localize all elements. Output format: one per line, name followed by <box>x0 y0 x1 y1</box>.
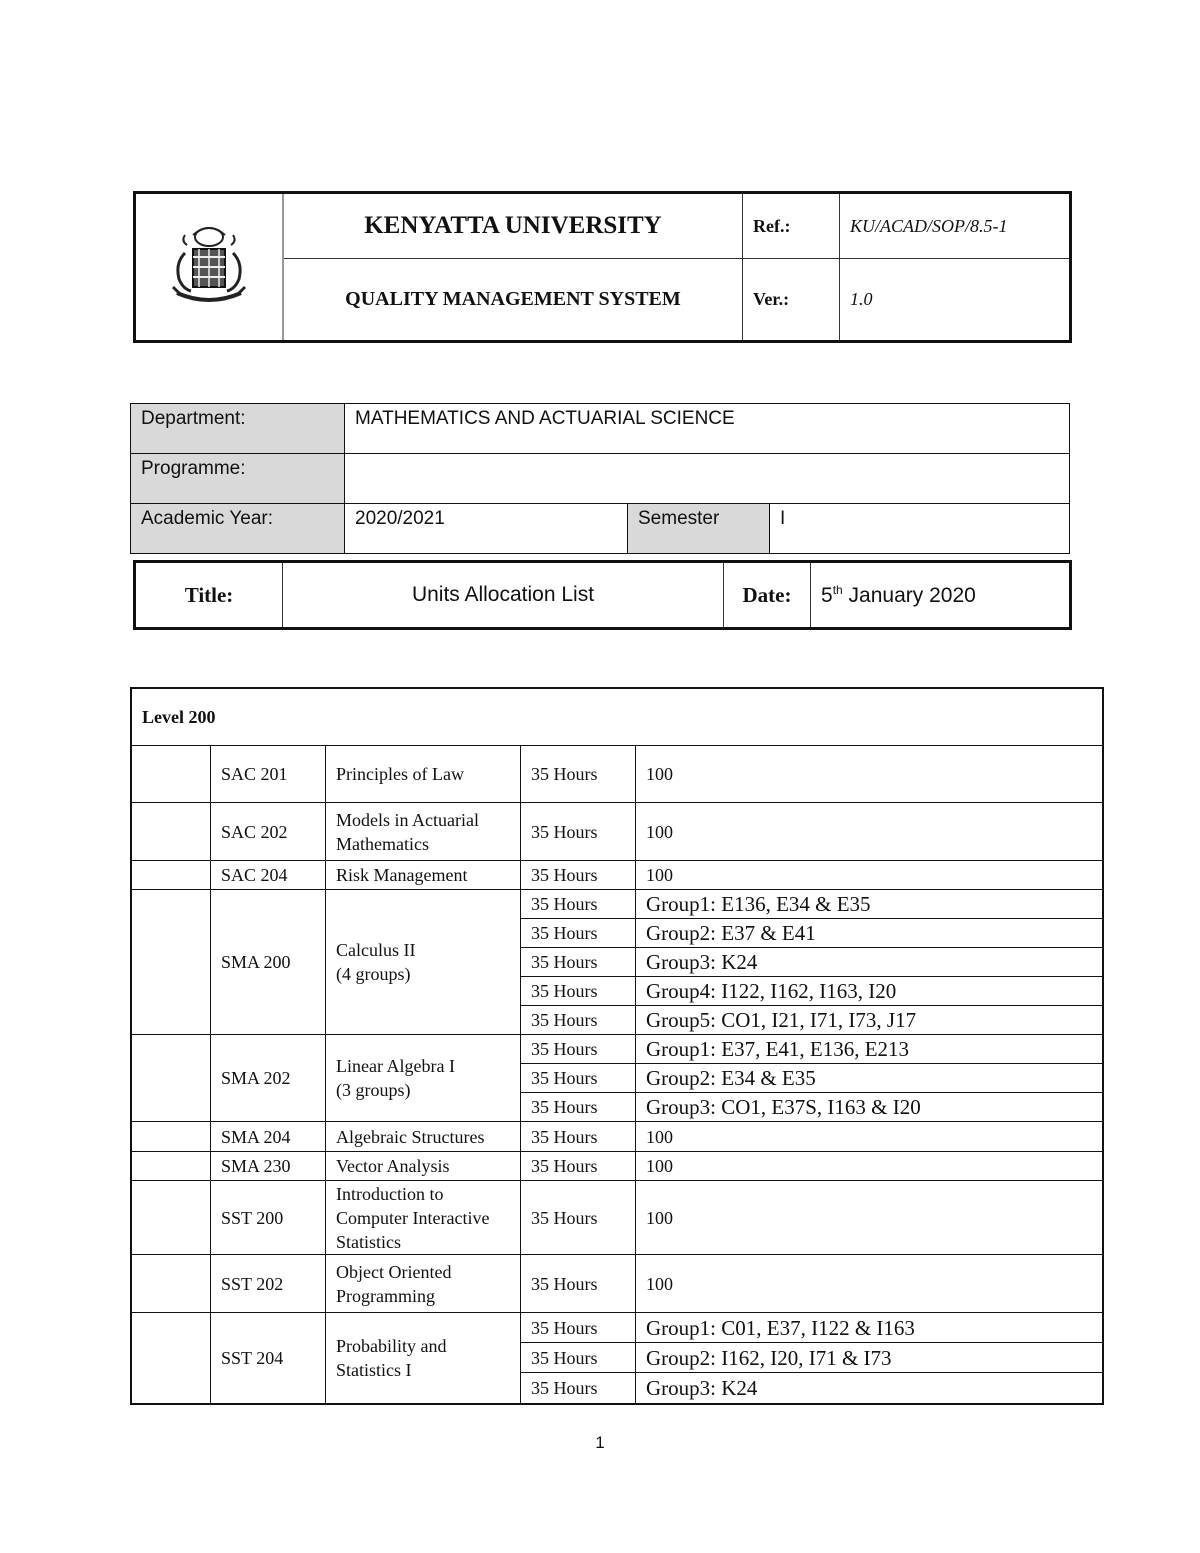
table-row <box>131 1035 1103 1064</box>
unit-code: SST 202 <box>211 1255 326 1313</box>
semester-value: I <box>770 504 1070 554</box>
unit-hours: 35 Hours <box>521 746 636 803</box>
ref-value: KU/ACAD/SOP/8.5-1 <box>839 193 1070 259</box>
ref-label: Ref.: <box>742 193 839 259</box>
level-heading: Level 200 <box>131 688 1103 746</box>
page-number: 1 <box>595 1433 605 1452</box>
unit-allocation: 100 <box>636 1255 1104 1313</box>
unit-hours: 35 Hours <box>521 948 636 977</box>
unit-name: Models in Actuarial Mathematics <box>326 803 521 861</box>
table-row <box>131 1122 1103 1152</box>
unit-allocation: 100 <box>636 861 1104 890</box>
programme-value <box>345 454 1070 504</box>
group-allocation: Group3: CO1, E37S, I163 & I20 <box>636 1093 1104 1122</box>
table-row <box>131 1255 1103 1313</box>
group-allocation: Group4: I122, I162, I163, I20 <box>636 977 1104 1006</box>
unit-name: Principles of Law <box>326 746 521 803</box>
unit-hours: 35 Hours <box>521 890 636 919</box>
ver-label: Ver.: <box>742 259 839 342</box>
unit-name: Introduction to Computer Interactive Statistics <box>326 1181 521 1255</box>
unit-hours: 35 Hours <box>521 1181 636 1255</box>
unit-hours: 35 Hours <box>521 803 636 861</box>
unit-hours: 35 Hours <box>521 1343 636 1373</box>
unit-hours: 35 Hours <box>521 1006 636 1035</box>
unit-name: Vector Analysis <box>326 1152 521 1181</box>
group-allocation: Group1: E136, E34 & E35 <box>636 890 1104 919</box>
group-allocation: Group1: C01, E37, I122 & I163 <box>636 1313 1104 1343</box>
programme-info-table <box>130 403 1070 554</box>
date-value: 5th January 2020 <box>811 562 1071 629</box>
table-row <box>131 746 1103 803</box>
unit-hours: 35 Hours <box>521 1122 636 1152</box>
academic-year-label: Academic Year: <box>131 504 345 554</box>
unit-hours: 35 Hours <box>521 1373 636 1404</box>
unit-hours: 35 Hours <box>521 1035 636 1064</box>
programme-label: Programme: <box>131 454 345 504</box>
units-allocation-table <box>130 687 1104 1405</box>
unit-name: Linear Algebra I (3 groups) <box>326 1035 521 1122</box>
table-row <box>131 861 1103 890</box>
unit-allocation: 100 <box>636 803 1104 861</box>
unit-hours: 35 Hours <box>521 977 636 1006</box>
unit-code: SMA 230 <box>211 1152 326 1181</box>
unit-code: SST 204 <box>211 1313 326 1404</box>
unit-code: SAC 204 <box>211 861 326 890</box>
unit-hours: 35 Hours <box>521 1255 636 1313</box>
academic-year-value: 2020/2021 <box>345 504 628 554</box>
title-label: Title: <box>135 562 283 629</box>
unit-hours: 35 Hours <box>521 861 636 890</box>
group-allocation: Group2: I162, I20, I71 & I73 <box>636 1343 1104 1373</box>
unit-code: SAC 201 <box>211 746 326 803</box>
university-name: KENYATTA UNIVERSITY <box>283 193 742 259</box>
unit-code: SMA 204 <box>211 1122 326 1152</box>
unit-allocation: 100 <box>636 1122 1104 1152</box>
unit-hours: 35 Hours <box>521 1313 636 1343</box>
group-allocation: Group5: CO1, I21, I71, I73, J17 <box>636 1006 1104 1035</box>
table-row <box>131 1181 1103 1255</box>
group-allocation: Group2: E34 & E35 <box>636 1064 1104 1093</box>
group-allocation: Group2: E37 & E41 <box>636 919 1104 948</box>
table-row <box>131 1313 1103 1343</box>
unit-allocation: 100 <box>636 1152 1104 1181</box>
unit-code: SAC 202 <box>211 803 326 861</box>
qms-title: QUALITY MANAGEMENT SYSTEM <box>283 259 742 342</box>
semester-label: Semester <box>628 504 770 554</box>
unit-hours: 35 Hours <box>521 1152 636 1181</box>
unit-allocation: 100 <box>636 746 1104 803</box>
unit-allocation: 100 <box>636 1181 1104 1255</box>
unit-hours: 35 Hours <box>521 919 636 948</box>
unit-hours: 35 Hours <box>521 1064 636 1093</box>
crest-icon <box>163 223 255 307</box>
ver-value: 1.0 <box>839 259 1070 342</box>
table-row <box>131 1152 1103 1181</box>
unit-name: Risk Management <box>326 861 521 890</box>
document-header <box>133 191 1072 343</box>
unit-name: Algebraic Structures <box>326 1122 521 1152</box>
department-value: MATHEMATICS AND ACTUARIAL SCIENCE <box>345 404 1070 454</box>
unit-name: Object Oriented Programming <box>326 1255 521 1313</box>
unit-name: Probability and Statistics I <box>326 1313 521 1404</box>
department-label: Department: <box>131 404 345 454</box>
unit-code: SST 200 <box>211 1181 326 1255</box>
group-allocation: Group3: K24 <box>636 948 1104 977</box>
title-value: Units Allocation List <box>283 562 724 629</box>
unit-name: Calculus II (4 groups) <box>326 890 521 1035</box>
table-row <box>131 890 1103 919</box>
university-logo <box>135 193 284 342</box>
unit-code: SMA 202 <box>211 1035 326 1122</box>
unit-code: SMA 200 <box>211 890 326 1035</box>
table-row <box>131 803 1103 861</box>
group-allocation: Group1: E37, E41, E136, E213 <box>636 1035 1104 1064</box>
title-block <box>133 560 1072 630</box>
date-label: Date: <box>724 562 811 629</box>
unit-hours: 35 Hours <box>521 1093 636 1122</box>
group-allocation: Group3: K24 <box>636 1373 1104 1404</box>
